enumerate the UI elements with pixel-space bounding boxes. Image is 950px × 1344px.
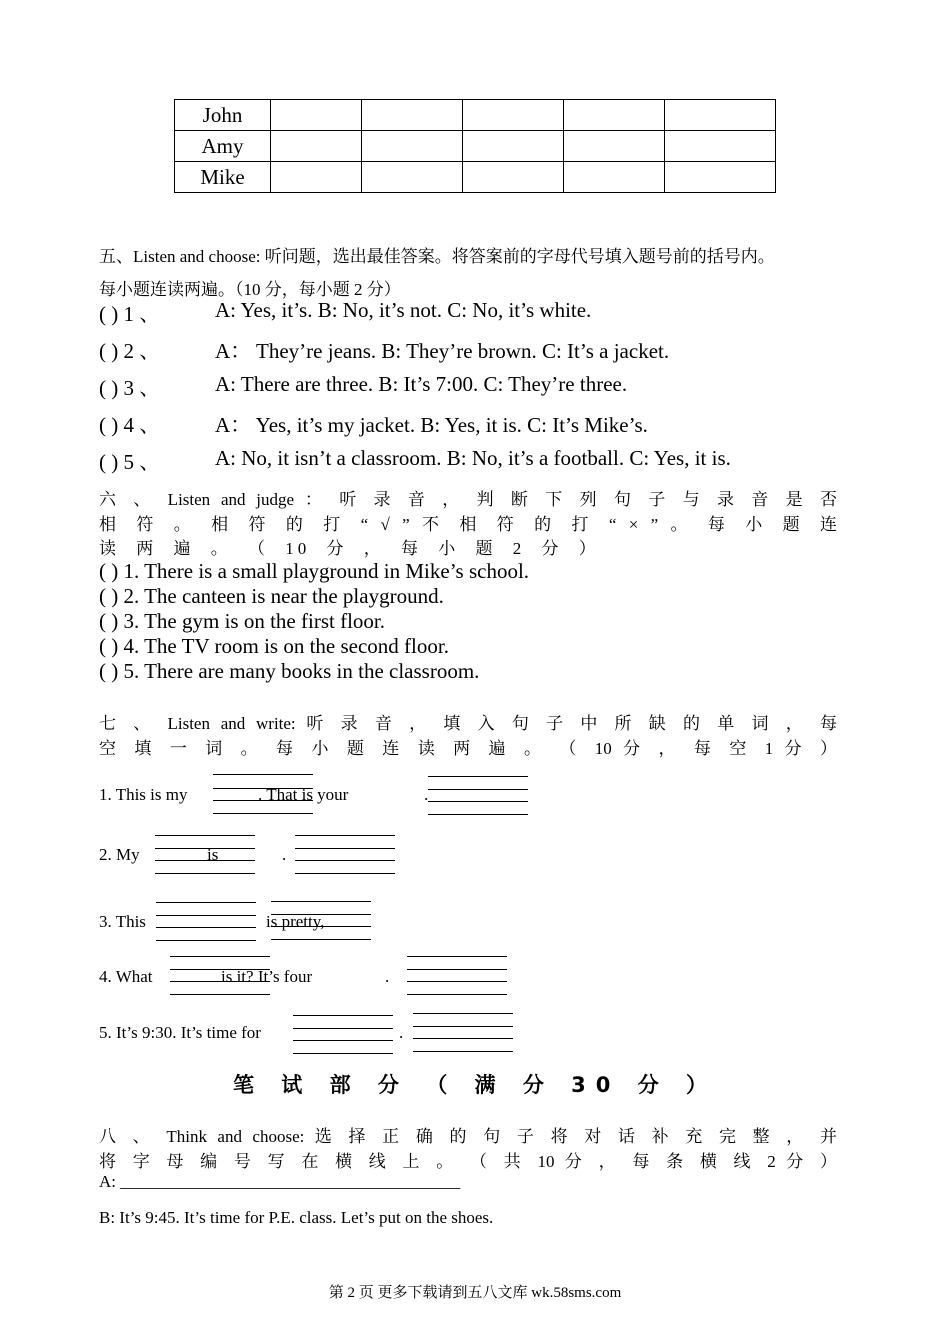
answer-blank-line (295, 873, 395, 874)
answer-blank-line (156, 915, 256, 916)
answer-blank-line (156, 940, 256, 941)
answer-blank-line (170, 994, 270, 995)
table-cell (564, 162, 665, 193)
s5-q4-options: A： Yes, it’s my jacket. B: Yes, it is. C: It’s Mike’s. (215, 413, 648, 437)
s5-q1-num: ( ) 1 、 (99, 302, 161, 326)
section7-line2: 空 填 一 词 。 每 小 题 连 读 两 遍 。 （ 10 分 ， 每 空 1 分 ） (99, 739, 837, 758)
s7-q1-text-b: . That is your (258, 785, 349, 804)
s5-q3-num: ( ) 3 、 (99, 376, 161, 400)
answer-blank-line (155, 860, 255, 861)
answer-blank-line (407, 994, 507, 995)
answer-blank-line (271, 926, 371, 927)
answer-blank-line (413, 1051, 513, 1052)
answer-blank-line (170, 956, 270, 957)
answer-blank-line (271, 914, 371, 915)
section8-line-b: B: It’s 9:45. It’s time for P.E. class. Let’s put on the shoes. (99, 1208, 494, 1227)
s5-q2-options: A： They’re jeans. B: They’re brown. C: It’s a jacket. (215, 339, 670, 363)
answer-blank-line (213, 813, 313, 814)
table-cell-name: Mike (175, 162, 271, 193)
section6-line3: 读 两 遍 。 （ 10 分 ， 每 小 题 2 分 ） (99, 539, 600, 558)
section8-answer-a: A: ________________________________________ (99, 1172, 461, 1191)
section6-line2: 相 符 。 相 符 的 打 “ √ ” 不 相 符 的 打 “ × ” 。 每 小 题 连 (99, 515, 837, 534)
s5-q1-options: A: Yes, it’s. B: No, it’s not. C: No, it’s white. (215, 298, 592, 322)
s7-q3-text-a: 3. This (99, 912, 146, 931)
table-row (175, 162, 776, 193)
answer-blank-line (295, 860, 395, 861)
section8-line2: 将 字 母 编 号 写 在 横 线 上 。 （ 共 10 分 ， 每 条 横 线 2 分 ） (99, 1152, 837, 1171)
s7-q1-text-c: . (424, 785, 429, 804)
answer-blank-line (293, 1015, 393, 1016)
answer-blank-line (413, 1038, 513, 1039)
table-cell (463, 131, 564, 162)
table-cell (362, 100, 463, 131)
written-part-title: 笔 试 部 分 （ 满 分 30 分 ） (232, 1073, 718, 1097)
s6-item-4: ( ) 4. The TV room is on the second floor. (99, 634, 449, 658)
answer-blank-line (413, 1026, 513, 1027)
s5-q5-options: A: No, it isn’t a classroom. B: No, it’s a football. C: Yes, it is. (215, 446, 731, 470)
s7-q4-text-b: is it? It’s four (221, 967, 313, 986)
section8-line1: 八 、 Think and choose: 选 择 正 确 的 句 子 将 对 话 补 充 完 整 ， 并 (99, 1127, 837, 1146)
answer-blank-line (155, 873, 255, 874)
s6-item-5: ( ) 5. There are many books in the classroom. (99, 659, 480, 683)
section7-line1: 七 、 Listen and write: 听 录 音 ， 填 入 句 子 中 所 缺 的 单 词 ， 每 (99, 714, 837, 733)
table-cell (463, 100, 564, 131)
answer-blank-line (170, 981, 270, 982)
table-cell (665, 100, 776, 131)
answer-blank-line (293, 1053, 393, 1054)
answer-blank-line (428, 789, 528, 790)
s6-item-3: ( ) 3. The gym is on the first floor. (99, 609, 385, 633)
s7-q4-text-a: 4. What (99, 967, 153, 986)
table-cell (665, 162, 776, 193)
answer-table (174, 99, 776, 193)
s5-q5-num: ( ) 5 、 (99, 450, 161, 474)
answer-blank-line (271, 939, 371, 940)
answer-blank-line (295, 835, 395, 836)
table-cell (564, 100, 665, 131)
s5-q4-num: ( ) 4 、 (99, 413, 161, 437)
section5-heading: 五、Listen and choose: 听问题，选出最佳答案。将答案前的字母代号填入题号前的括号内。 (99, 247, 775, 266)
answer-blank-line (428, 814, 528, 815)
page-footer: 第 2 页 更多下载请到五八文库 wk.58sms.com (328, 1285, 622, 1301)
s6-item-1: ( ) 1. There is a small playground in Mike’s school. (99, 559, 530, 583)
answer-blank-line (293, 1040, 393, 1041)
table-cell (271, 131, 362, 162)
s5-q2-num: ( ) 2 、 (99, 339, 161, 363)
answer-blank-line (170, 969, 270, 970)
table-cell (665, 131, 776, 162)
s7-q3-text-b: is pretty, (266, 912, 325, 931)
answer-blank-line (156, 902, 256, 903)
table-cell (362, 131, 463, 162)
s7-q5-text-a: 5. It’s 9:30. It’s time for (99, 1023, 261, 1042)
table-cell-name: Amy (175, 131, 271, 162)
answer-blank-line (156, 927, 256, 928)
answer-blank-line (213, 800, 313, 801)
table-cell (362, 162, 463, 193)
s7-q2-text-c: . (282, 845, 287, 864)
table-cell (271, 162, 362, 193)
s6-item-2: ( ) 2. The canteen is near the playground. (99, 584, 444, 608)
s7-q2-text-b: is (207, 845, 219, 864)
s7-q4-text-c: . (385, 967, 390, 986)
table-cell (564, 131, 665, 162)
s5-q3-options: A: There are three. B: It’s 7:00. C: They’re three. (215, 372, 628, 396)
table-cell-name: John (175, 100, 271, 131)
answer-blank-line (293, 1028, 393, 1029)
table-row (175, 100, 776, 131)
section6-line1: 六 、 Listen and judge ： 听 录 音 ， 判 断 下 列 句 子 与 录 音 是 否 (99, 490, 837, 509)
answer-blank-line (428, 776, 528, 777)
answer-blank-line (407, 956, 507, 957)
table-cell (463, 162, 564, 193)
answer-blank-line (213, 788, 313, 789)
answer-blank-line (155, 848, 255, 849)
answer-blank-line (155, 835, 255, 836)
answer-blank-line (413, 1013, 513, 1014)
section5-heading2: 每小题连读两遍。（10 分，每小题 2 分） (99, 280, 401, 299)
answer-blank-line (428, 801, 528, 802)
s7-q5-text-b: . (399, 1023, 404, 1042)
answer-blank-line (213, 774, 313, 775)
answer-blank-line (407, 981, 507, 982)
table-cell (271, 100, 362, 131)
answer-blank-line (407, 969, 507, 970)
answer-blank-line (271, 901, 371, 902)
s7-q2-text-a: 2. My (99, 845, 140, 864)
s7-q1-text-a: 1. This is my (99, 785, 188, 804)
table-row (175, 131, 776, 162)
answer-blank-line (295, 848, 395, 849)
